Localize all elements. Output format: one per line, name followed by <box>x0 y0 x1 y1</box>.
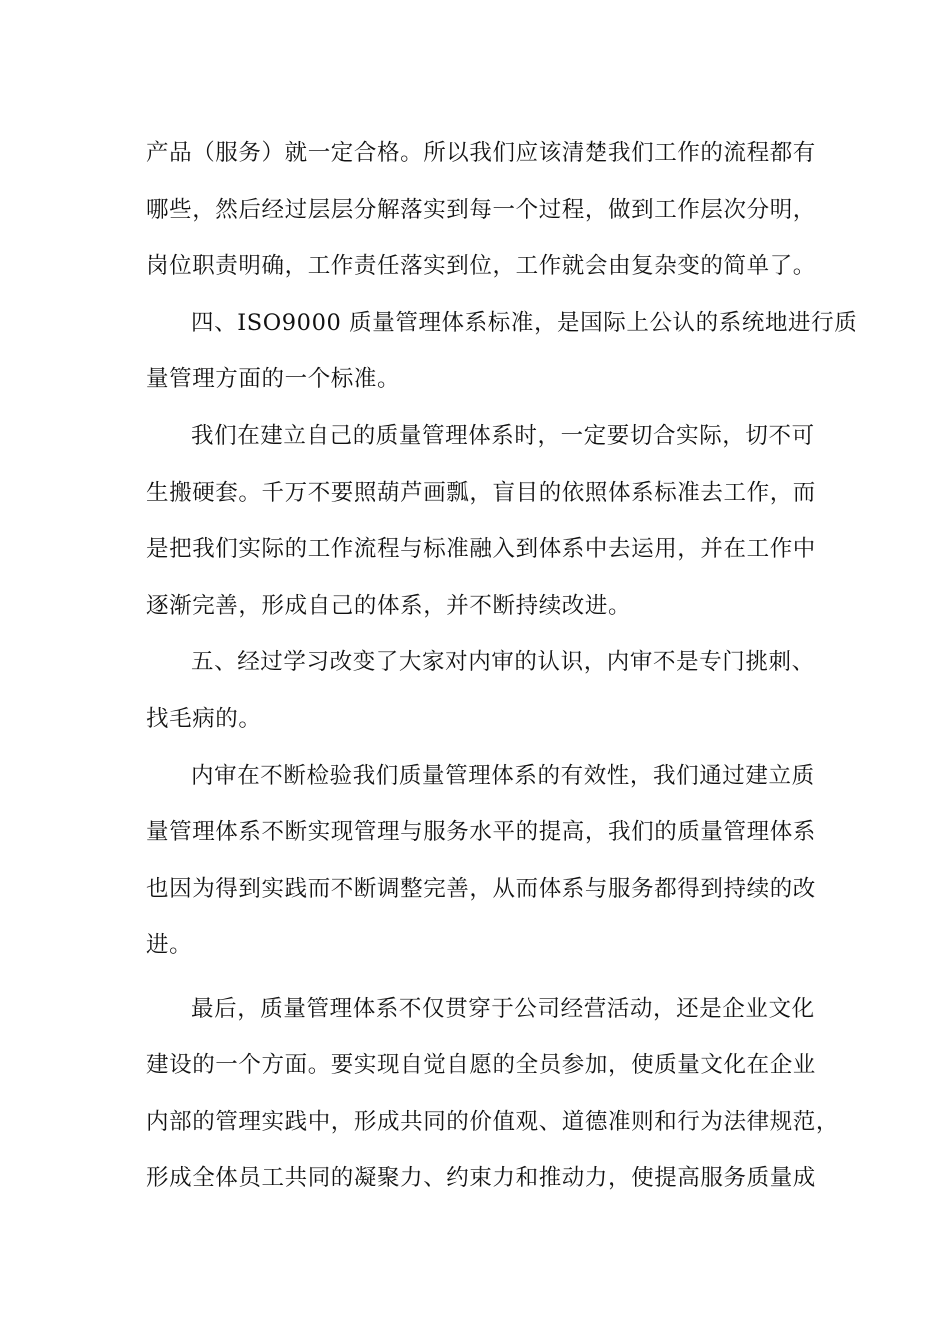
text-line: 是把我们实际的工作流程与标准融入到体系中去运用，并在工作中 <box>146 536 816 562</box>
text-line: 我们在建立自己的质量管理体系时，一定要切合实际，切不可 <box>191 423 815 449</box>
text-line: 五、经过学习改变了大家对内审的认识，内审不是专门挑刺、 <box>191 649 815 675</box>
text-line: 最后，质量管理体系不仅贯穿于公司经营活动，还是企业文化 <box>191 996 815 1022</box>
text-line: 也因为得到实践而不断调整完善，从而体系与服务都得到持续的改 <box>146 876 816 902</box>
text-line: 岗位职责明确，工作责任落实到位，工作就会由复杂变的简单了。 <box>146 253 816 279</box>
text-line: 量管理体系不断实现管理与服务水平的提高，我们的质量管理体系 <box>146 819 816 845</box>
text-line: 量管理方面的一个标准。 <box>146 366 401 392</box>
text-line: 产品（服务）就一定合格。所以我们应该清楚我们工作的流程都有 <box>146 140 816 166</box>
text-line: 内审在不断检验我们质量管理体系的有效性，我们通过建立质 <box>191 763 815 789</box>
text-line: 四、ISO9000 质量管理体系标准，是国际上公认的系统地进行质 <box>191 310 858 336</box>
text-line: 找毛病的。 <box>146 706 262 732</box>
text-line: 进。 <box>146 932 193 958</box>
text-line: 哪些，然后经过层层分解落实到每一个过程，做到工作层次分明， <box>146 197 816 223</box>
text-line: 内部的管理实践中，形成共同的价值观、道德准则和行为法律规范， <box>146 1109 840 1135</box>
text-line: 逐渐完善，形成自己的体系，并不断持续改进。 <box>146 593 632 619</box>
text-line: 生搬硬套。千万不要照葫芦画瓢，盲目的依照体系标准去工作，而 <box>146 480 816 506</box>
text-line: 建设的一个方面。要实现自觉自愿的全员参加，使质量文化在企业 <box>146 1052 816 1078</box>
text-line: 形成全体员工共同的凝聚力、约束力和推动力，使提高服务质量成 <box>146 1165 816 1191</box>
